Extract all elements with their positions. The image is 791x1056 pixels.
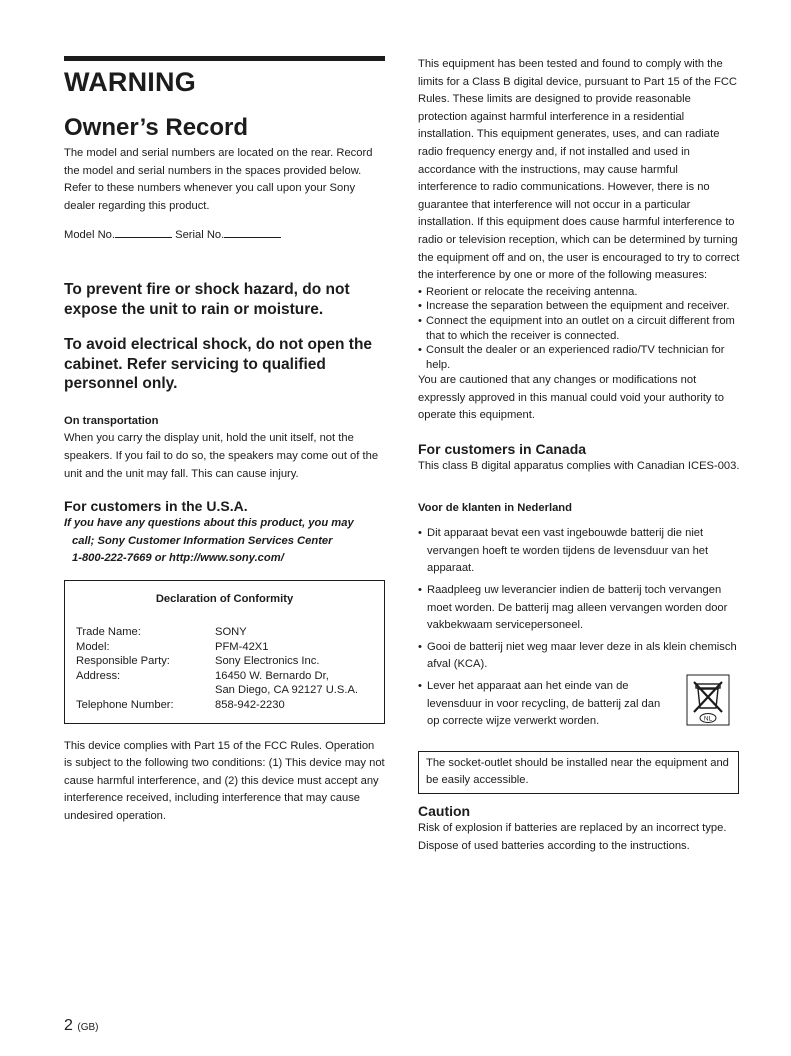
warning-title: WARNING — [64, 67, 196, 97]
model-label: Model No. — [64, 229, 115, 242]
class-b-text: This equipment has been tested and found to comply with the limits for a Class B digital device, pursuant to Part 15 of the FCC Rules. These limits are designed to provide reasonable protection against harmful interference in a residential installation. This equipment generates, uses, and can radiate radio frequency energy and, if not installed and used in accordance with the instructions, may cause harmful interference to radio communications. However, there is no guarantee that interference will not occur in a particular installation. If this equipment does cause harmful interference to radio or television reception, which can be determined by turning the equipment off and on, the user is encouraged to try to correct the interference by one or more of the following measures: — [418, 58, 740, 282]
declaration-row: Responsible Party: Sony Electronics Inc. — [76, 655, 320, 668]
page-number: 2 — [64, 1017, 73, 1034]
measures-list — [418, 285, 740, 373]
model-blank — [115, 228, 172, 238]
list-item: • Increase the separation between the equipment and receiver. — [418, 300, 730, 313]
canada-text: This class B digital apparatus complies with Canadian ICES-003. — [418, 460, 740, 473]
usa-heading: For customers in the U.S.A. — [64, 498, 248, 515]
usa-info-line-1: If you have any questions about this product, you may — [64, 517, 354, 530]
caution-text: Risk of explosion if batteries are replaced by an incorrect type. Dispose of used batteries according to the instructions. — [418, 821, 727, 852]
model-serial-line — [64, 227, 385, 243]
socket-outlet-notice-box: The socket-outlet should be installed near the equipment and be easily accessible. — [418, 751, 739, 794]
fcc-compliance-text: This device complies with Part 15 of the FCC Rules. Operation is subject to the following two conditions: (1) This device may not cause harmful interference, and (2) this device must accept any interference received, including interference that may cause undesired operation. — [64, 739, 385, 822]
list-item: • Gooi de batterij niet weg maar lever deze in als klein chemisch afval (KCA). — [418, 640, 737, 671]
netherlands-heading: Voor de klanten in Nederland — [418, 501, 572, 514]
list-item: • Dit apparaat bevat een vast ingebouwde batterij die niet vervangen hoeft te worden tijdens de levensduur van het apparaat. — [418, 527, 709, 575]
page-footer — [64, 1017, 98, 1035]
usa-info-line-3: 1-800-222-7669 or http://www.sony.com/ — [72, 552, 284, 565]
transport-text: When you carry the display unit, hold the unit itself, not the speakers. If you fail to do so, the speakers may come out of the unit and the unit may fall. This can cause injury. — [64, 432, 379, 480]
serial-blank — [224, 228, 281, 238]
crossed-out-bin-icon — [686, 674, 730, 726]
list-item: • Raadpleeg uw leverancier indien de batterij toch vervangen moet worden. De batterij mag alleen vervangen worden door vakbekwaam servicepersoneel. — [418, 584, 728, 632]
list-item: • Reorient or relocate the receiving antenna. — [418, 285, 638, 298]
caution-heading: Caution — [418, 802, 471, 819]
usa-info-line-2: call; Sony Customer Information Services Center — [72, 534, 333, 547]
declaration-row: Model: PFM-42X1 — [76, 640, 269, 653]
changes-caution-text: You are cautioned that any changes or modifications not expressly approved in this manual could void your authority to operate this equipment. — [418, 374, 724, 422]
canada-heading: For customers in Canada — [418, 441, 587, 458]
declaration-row: Address: 16450 W. Bernardo Dr, — [76, 669, 329, 682]
serial-label: Serial No. — [175, 229, 225, 242]
right-column — [418, 56, 740, 855]
owners-record-title: Owner’s Record — [64, 114, 249, 141]
top-rule — [64, 56, 385, 61]
page-suffix: (GB) — [77, 1022, 99, 1033]
declaration-row: San Diego, CA 92127 U.S.A. — [215, 684, 359, 697]
list-item: • Lever het apparaat aan het einde van de levensduur in voor recycling, de batterij zal dan op correcte wijze verwerkt worden. NL — [418, 678, 740, 731]
declaration-title: Declaration of Conformity — [155, 593, 294, 606]
list-item: • Connect the equipment into an outlet on a circuit different from that to which the receiver is connected. — [418, 314, 735, 342]
transport-heading: On transportation — [64, 414, 159, 427]
declaration-row: Trade Name: SONY — [76, 626, 247, 639]
svg-text:NL: NL — [703, 715, 713, 723]
owners-record-text: The model and serial numbers are located on the rear. Record the model and serial numbers in the spaces provided below. Refer to these numbers whenever you call upon your Sony dealer regarding this product. — [64, 147, 373, 212]
netherlands-list — [418, 525, 740, 731]
declaration-row: Telephone Number: 858-942-2230 — [76, 699, 285, 711]
declaration-of-conformity-box — [64, 580, 385, 724]
left-column — [64, 56, 385, 826]
fire-hazard-warning: To prevent fire or shock hazard, do not expose the unit to rain or moisture. — [64, 281, 350, 318]
list-item: • Consult the dealer or an experienced radio/TV technician for help. — [418, 344, 725, 371]
shock-hazard-warning: To avoid electrical shock, do not open the cabinet. Refer servicing to qualified personnel only. — [64, 336, 373, 393]
